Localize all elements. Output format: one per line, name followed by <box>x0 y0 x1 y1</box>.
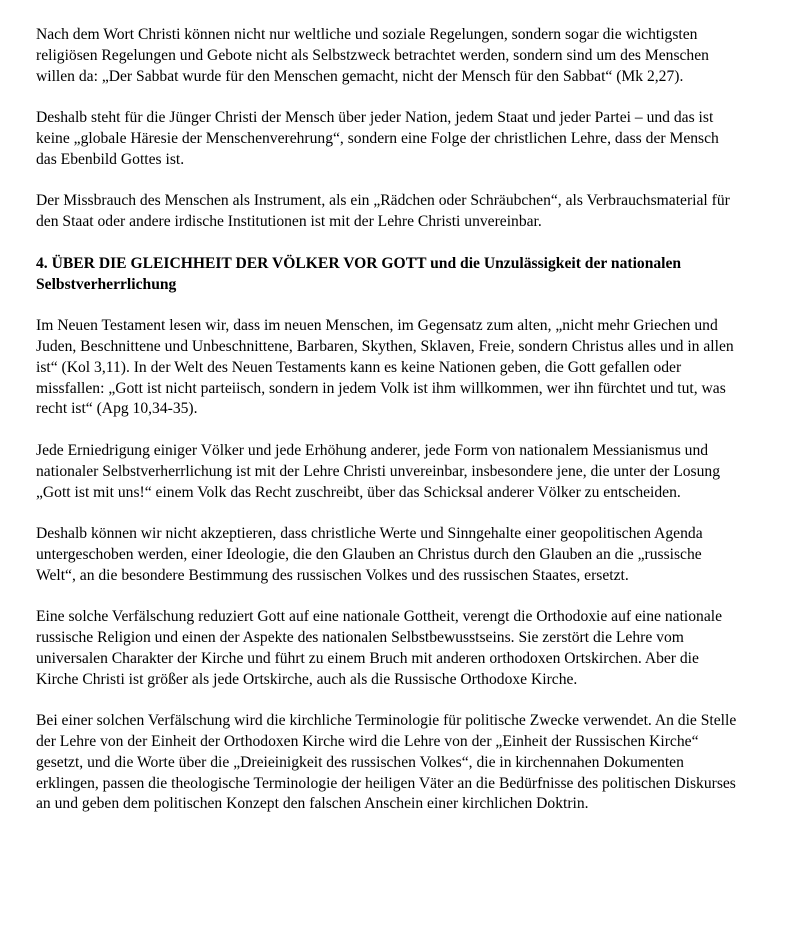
paragraph-geopolitical-agenda: Deshalb können wir nicht akzeptieren, dass christliche Werte und Sinngehalte einer geopolitischen Agenda untergeschoben werden, einer Ideologie, die den Glauben an Christus durch den Glauben an die „russische Welt“, an die besondere Bestimmung des russischen Volkes und des russischen Staates, ersetzt. <box>36 525 703 584</box>
paragraph-falsification: Eine solche Verfälschung reduziert Gott auf eine nationale Gottheit, verengt die Orthodoxie auf eine nationale russische Religion und einen der Aspekte des nationalen Selbstbewusstseins. Sie zerstört die Lehre vom universalen Charakter der Kirche und führt zu einem Bruch mit anderen orthodoxen Ortskirchen. Aber die Kirche Christi ist größer als jede Ortskirche, auch als die Russische Orthodoxe Kirche. <box>36 608 723 688</box>
paragraph-new-testament: Im Neuen Testament lesen wir, dass im neuen Menschen, im Gegensatz zum alten, „nicht mehr Griechen und Juden, Beschnittene und Unbeschnittene, Barbaren, Skythen, Sklaven, Freie, sondern Christus alles und in allen ist“ (Kol 3,11). In der Welt des Neuen Testaments kann es keine Nationen geben, die Gott gefallen oder missfallen: „Gott ist nicht parteiisch, sondern in jedem Volk ist ihm willkommen, wer ihn fürchtet und tut, was recht ist“ (Apg 10,34-35). <box>36 317 734 418</box>
paragraph-church-terminology: Bei einer solchen Verfälschung wird die kirchliche Terminologie für politische Zwecke verwendet. An die Stelle der Lehre von der Einheit der Orthodoxen Kirche wird die Lehre von der „Einheit der Russischen Kirche“ gesetzt, und die Worte über die „Dreieinigkeit des russischen Volkes“, die in kirchennahen Dokumenten erklingen, passen die theologische Terminologie der heiligen Väter an die Bedürfnisse des politischen Diskurses an und geben dem politischen Konzept den falschen Anschein einer kirchlichen Doktrin. <box>36 712 737 813</box>
section-heading-equality-of-nations: 4. ÜBER DIE GLEICHHEIT DER VÖLKER VOR GOTT und die Unzulässigkeit der nationalen Selbstverherrlichung <box>36 254 682 293</box>
document-page <box>36 25 742 836</box>
paragraph-national-messianism: Jede Erniedrigung einiger Völker und jede Erhöhung anderer, jede Form von nationalem Messianismus und nationaler Selbstverherrlichung ist mit der Lehre Christi unvereinbar, insbesondere jene, die unter der Losung „Gott ist mit uns!“ einem Volk das Recht zuschreibt, über das Schicksal anderer Völker zu entscheiden. <box>36 441 720 501</box>
paragraph-sabbath: Nach dem Wort Christi können nicht nur weltliche und soziale Regelungen, sondern sogar die wichtigsten religiösen Regelungen und Gebote nicht als Selbstzweck betrachtet werden, sondern sind um des Menschen willen da: „Der Sabbat wurde für den Menschen gemacht, nicht der Mensch für den Sabbat“ (Mk 2,27). <box>36 26 709 85</box>
paragraph-misuse-of-human: Der Missbrauch des Menschen als Instrument, als ein „Rädchen oder Schräubchen“, als Verbrauchsmaterial für den Staat oder andere irdische Institutionen ist mit der Lehre Christi unvereinbar. <box>36 192 730 231</box>
paragraph-human-above-nation: Deshalb steht für die Jünger Christi der Mensch über jeder Nation, jedem Staat und jeder Partei – und das ist keine „globale Häresie der Menschenverehrung“, sondern eine Folge der christlichen Lehre, dass der Mensch das Ebenbild Gottes ist. <box>36 109 719 168</box>
